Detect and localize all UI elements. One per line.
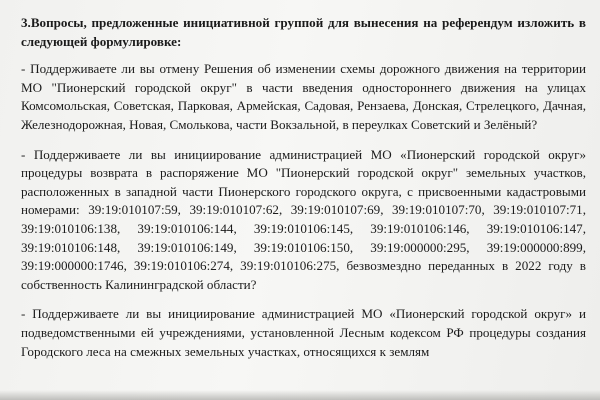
section-heading: 3.Вопросы, предложенные инициативной группой для вынесения на референдум изложить в следующей формулировке: [21, 15, 586, 49]
question-3: - Поддерживаете ли вы инициирование администрацией МО «Пионерский городской округ» и подведомственными ей учреждениями, установленной Лесным кодексом РФ процедуры создания Городского леса на смежных земельных участках, относящихся к землям [21, 306, 586, 359]
question-1: - Поддерживаете ли вы отмену Решения об изменении схемы дорожного движения на территории МО "Пионерский городской округ" в части введения одностороннего движения на улицах Комсомольская, Советская, Парковая, Армейская, Садовая, Рензаева, Донская, Стрелецкого, Дачная, Железнодорожная, Новая, Смолькова, части Вокзальной, в переулках Советский и Зелёный? [21, 61, 586, 132]
question-2: - Поддерживаете ли вы инициирование администрацией МО «Пионерский городской округ» процедуры возврата в распоряжение МО "Пионерский городской округ" земельных участков, расположенных в западной части Пионерского городского округа, с присвоенными кадастровыми номерами: 39:19:010107:59, 39:19:010107:62, 39:19:010107:69, 39:19:010107:70, 39:19:010107:71, 39:19:010106:138, 39:19:010106:144, 39:19:010106:145, 39:19:010106:146, 39:19:010106:147, 39:19:010106:148, 39:19:010106:149, 39:19:010106:150, 39:19:000000:295, 39:19:000000:899, 39:19:000000:1746, 39:19:010106:274, 39:19:010106:275, безвозмездно переданных в 2022 году в собственность Калининградской области? [21, 146, 586, 292]
